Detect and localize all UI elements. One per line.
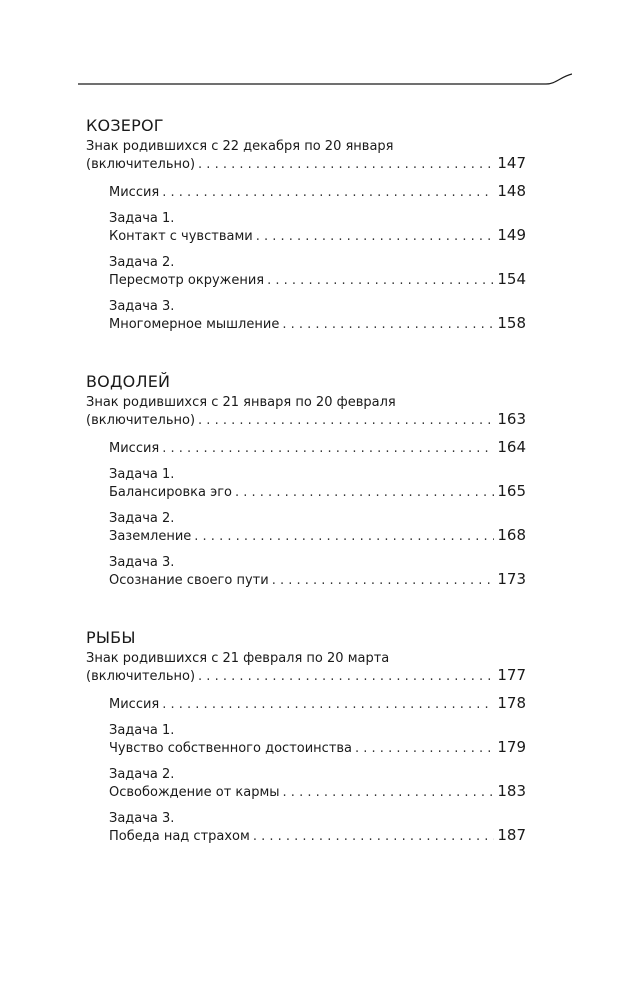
intro-line: (включительно)	[86, 157, 196, 172]
leader-dots	[267, 272, 494, 289]
leader-dots	[198, 412, 494, 429]
entry-label: Задача 2.	[109, 767, 175, 782]
page-number: 158	[497, 314, 526, 332]
page-number: 164	[497, 438, 526, 456]
entry-text: Многомерное мышление	[109, 317, 280, 332]
entry-text: Освобождение от кармы	[109, 785, 280, 800]
entry-label: Задача 3.	[109, 299, 175, 314]
leader-dots	[355, 740, 494, 757]
toc-entry	[86, 254, 526, 289]
page-number: 178	[497, 694, 526, 712]
leader-dots	[256, 228, 495, 245]
toc-entry	[86, 210, 526, 245]
toc-entry	[86, 510, 526, 545]
page-number: 179	[497, 738, 526, 756]
intro-line: (включительно)	[86, 669, 196, 684]
section-intro	[86, 138, 526, 173]
entry-label: Задача 3.	[109, 555, 175, 570]
entry-label: Задача 1.	[109, 211, 175, 226]
entry-text: Заземление	[109, 529, 192, 544]
entry-text: Контакт с чувствами	[109, 229, 253, 244]
entry-text: Миссия	[109, 697, 160, 712]
entry-label: Задача 1.	[109, 723, 175, 738]
leader-dots	[162, 440, 494, 457]
header-rule-ornament	[78, 68, 572, 90]
toc-section-aquarius	[86, 372, 526, 589]
page-number: 147	[497, 154, 526, 172]
entry-label: Задача 2.	[109, 255, 175, 270]
entry-label: Задача 2.	[109, 511, 175, 526]
page-number: 173	[497, 570, 526, 588]
leader-dots	[162, 696, 494, 713]
entry-text: Осознание своего пути	[109, 573, 269, 588]
leader-dots	[235, 484, 494, 501]
intro-line: Знак родившихся с 21 февраля по 20 марта	[86, 651, 390, 666]
page-number: 149	[497, 226, 526, 244]
section-intro	[86, 650, 526, 685]
toc-section-pisces	[86, 628, 526, 845]
leader-dots	[272, 572, 495, 589]
entry-text: Балансировка эго	[109, 485, 232, 500]
page-number: 187	[497, 826, 526, 844]
intro-line: (включительно)	[86, 413, 196, 428]
leader-dots	[194, 528, 494, 545]
page-number: 154	[497, 270, 526, 288]
leader-dots	[283, 784, 495, 801]
leader-dots	[282, 316, 494, 333]
toc-entry	[86, 298, 526, 333]
toc-entry	[86, 183, 526, 201]
table-of-contents	[86, 116, 526, 845]
entry-label: Задача 1.	[109, 467, 175, 482]
page-number: 148	[497, 182, 526, 200]
entry-text: Победа над страхом	[109, 829, 250, 844]
leader-dots	[253, 828, 495, 845]
section-intro	[86, 394, 526, 429]
page-number: 163	[497, 410, 526, 428]
section-title: РЫБЫ	[86, 628, 136, 647]
page-number: 183	[497, 782, 526, 800]
intro-line: Знак родившихся с 22 декабря по 20 января	[86, 139, 394, 154]
page-number: 168	[497, 526, 526, 544]
toc-entry	[86, 766, 526, 801]
toc-entry	[86, 722, 526, 757]
entry-label: Задача 3.	[109, 811, 175, 826]
toc-entry	[86, 439, 526, 457]
page-number: 165	[497, 482, 526, 500]
section-title: ВОДОЛЕЙ	[86, 372, 171, 391]
section-title: КОЗЕРОГ	[86, 116, 164, 135]
entry-text: Миссия	[109, 185, 160, 200]
entry-text: Пересмотр окружения	[109, 273, 265, 288]
toc-section-capricorn	[86, 116, 526, 333]
entry-text: Миссия	[109, 441, 160, 456]
leader-dots	[198, 668, 494, 685]
intro-line: Знак родившихся с 21 января по 20 февраля	[86, 395, 396, 410]
page-number: 177	[497, 666, 526, 684]
leader-dots	[162, 184, 494, 201]
toc-entry	[86, 810, 526, 845]
entry-text: Чувство собственного достоинства	[109, 741, 353, 756]
leader-dots	[198, 156, 494, 173]
toc-entry	[86, 466, 526, 501]
toc-entry	[86, 695, 526, 713]
toc-entry	[86, 554, 526, 589]
